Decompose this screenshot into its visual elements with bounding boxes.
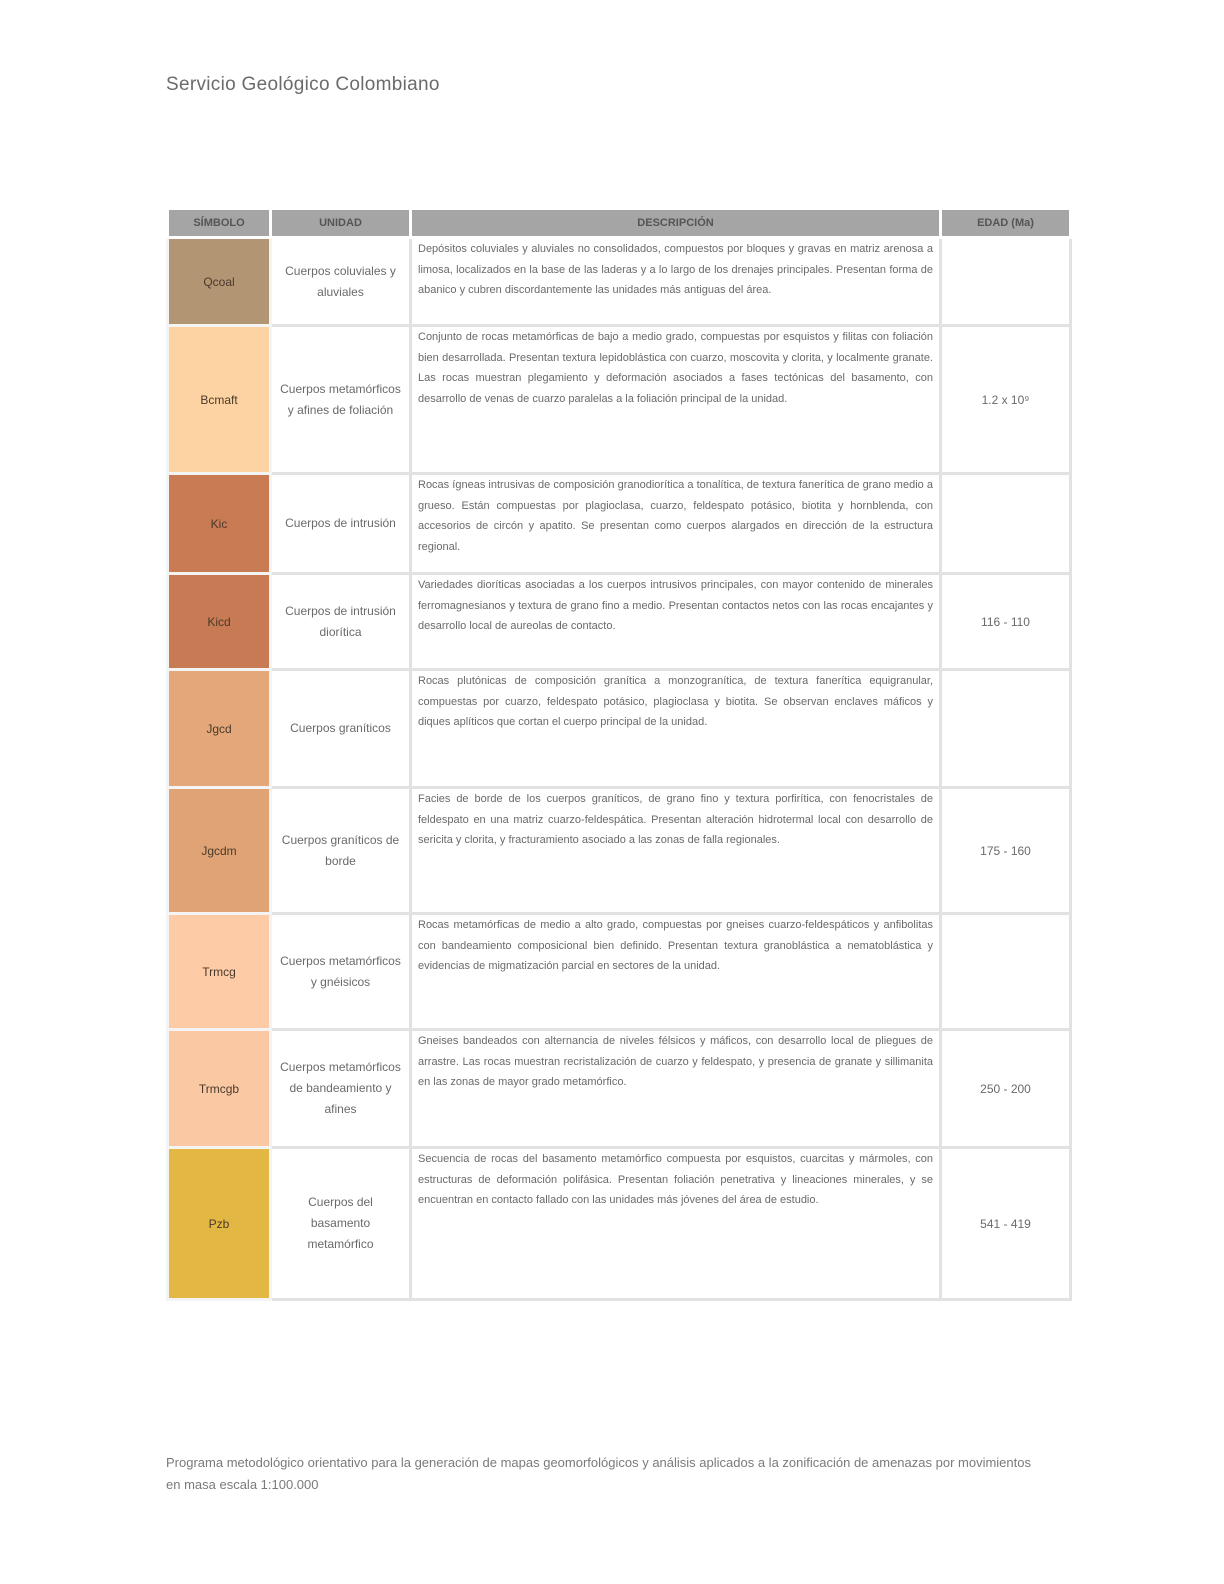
age-cell: 541 - 419 <box>941 1148 1071 1300</box>
description-cell: Gneises bandeados con alternancia de niveles félsicos y máficos, con desarrollo local de pliegues de arrastre. Las rocas muestran recristalización de cuarzo y feldespato, y presencia de granate y sillimanita en las zonas de mayor grado metamórfico. <box>411 1030 941 1148</box>
description-cell: Rocas ígneas intrusivas de composición granodiorítica a tonalítica, de textura fanerítica de grano medio a grueso. Están compuestas por plagioclasa, cuarzo, feldespato potásico, biotita y hornblenda, con accesorios de circón y apatito. Se presentan como cuerpos alargados en dirección de la estructura regional. <box>411 474 941 574</box>
table-row <box>168 788 1071 914</box>
symbol-cell: Trmcg <box>168 914 271 1030</box>
table-row <box>168 574 1071 670</box>
symbol-cell: Qcoal <box>168 238 271 326</box>
symbol-cell: Trmcgb <box>168 1030 271 1148</box>
page-footer: Programa metodológico orientativo para la generación de mapas geomorfológicos y análisis aplicados a la zonificación de amenazas por movimientos en masa escala 1:100.000 <box>166 1455 1031 1492</box>
age-cell: 116 - 110 <box>941 574 1071 670</box>
geology-table <box>166 207 1069 1301</box>
unit-cell: Cuerpos coluviales y aluviales <box>271 238 411 326</box>
age-cell <box>941 474 1071 574</box>
description-cell: Rocas plutónicas de composición granítica a monzogranítica, de textura fanerítica equigranular, compuestas por cuarzo, feldespato potásico, plagioclasa y biotita. Se observan enclaves máficos y diques aplíticos que cortan el cuerpo principal de la unidad. <box>411 670 941 788</box>
description-cell: Depósitos coluviales y aluviales no consolidados, compuestos por bloques y gravas en matriz arenosa a limosa, localizados en la base de las laderas y a lo largo de los drenajes principales. Presentan forma de abanico y cubren discordantemente las unidades más antiguas del área. <box>411 238 941 326</box>
unit-cell: Cuerpos graníticos de borde <box>271 788 411 914</box>
unit-cell: Cuerpos del basamento metamórfico <box>271 1148 411 1300</box>
table-row <box>168 1148 1071 1300</box>
column-header-age: EDAD (Ma) <box>941 209 1071 238</box>
description-cell: Facies de borde de los cuerpos graníticos, de grano fino y textura porfirítica, con fenocristales de feldespato en una matriz cuarzo-feldespática. Presentan alteración hidrotermal local con desarrollo de sericita y clorita, y fracturamiento asociado a las zonas de falla regionales. <box>411 788 941 914</box>
unit-cell: Cuerpos metamórficos de bandeamiento y afines <box>271 1030 411 1148</box>
age-cell: 1.2 x 10⁹ <box>941 326 1071 474</box>
column-header-description: DESCRIPCIÓN <box>411 209 941 238</box>
unit-cell: Cuerpos metamórficos y gnéisicos <box>271 914 411 1030</box>
symbol-cell: Jgcd <box>168 670 271 788</box>
description-cell: Conjunto de rocas metamórficas de bajo a medio grado, compuestas por esquistos y filitas con foliación bien desarrollada. Presentan textura lepidoblástica con cuarzo, moscovita y clorita, y localmente granate. Las rocas muestran plegamiento y deformación asociados a fases tectónicas del basamento, con desarrollo de venas de cuarzo paralelas a la foliación principal de la unidad. <box>411 326 941 474</box>
table-row <box>168 474 1071 574</box>
table-header-row <box>168 209 1071 238</box>
table-row <box>168 326 1071 474</box>
age-cell <box>941 670 1071 788</box>
column-header-unit: UNIDAD <box>271 209 411 238</box>
description-cell: Variedades dioríticas asociadas a los cuerpos intrusivos principales, con mayor contenido de minerales ferromagnesianos y textura de grano fino a medio. Presentan contactos netos con las rocas encajantes y desarrollo local de aureolas de contacto. <box>411 574 941 670</box>
description-cell: Secuencia de rocas del basamento metamórfico compuesta por esquistos, cuarcitas y mármoles, con estructuras de deformación polifásica. Presentan foliación penetrativa y lineaciones minerales, y se encuentran en contacto fallado con las unidades más jóvenes del área de estudio. <box>411 1148 941 1300</box>
unit-cell: Cuerpos de intrusión <box>271 474 411 574</box>
symbol-cell: Pzb <box>168 1148 271 1300</box>
age-cell <box>941 914 1071 1030</box>
table-row <box>168 914 1071 1030</box>
table-row <box>168 1030 1071 1148</box>
column-header-symbol: SÍMBOLO <box>168 209 271 238</box>
age-cell: 250 - 200 <box>941 1030 1071 1148</box>
page-header: Servicio Geológico Colombiano <box>166 74 440 95</box>
unit-cell: Cuerpos metamórficos y afines de foliación <box>271 326 411 474</box>
table-row <box>168 238 1071 326</box>
symbol-cell: Bcmaft <box>168 326 271 474</box>
unit-cell: Cuerpos graníticos <box>271 670 411 788</box>
symbol-cell: Kicd <box>168 574 271 670</box>
description-cell: Rocas metamórficas de medio a alto grado, compuestas por gneises cuarzo-feldespáticos y anfibolitas con bandeamiento composicional bien definido. Presentan textura granoblástica a nematoblástica y evidencias de migmatización parcial en sectores de la unidad. <box>411 914 941 1030</box>
symbol-cell: Kic <box>168 474 271 574</box>
table-row <box>168 670 1071 788</box>
age-cell: 175 - 160 <box>941 788 1071 914</box>
unit-cell: Cuerpos de intrusión diorítica <box>271 574 411 670</box>
age-cell <box>941 238 1071 326</box>
symbol-cell: Jgcdm <box>168 788 271 914</box>
